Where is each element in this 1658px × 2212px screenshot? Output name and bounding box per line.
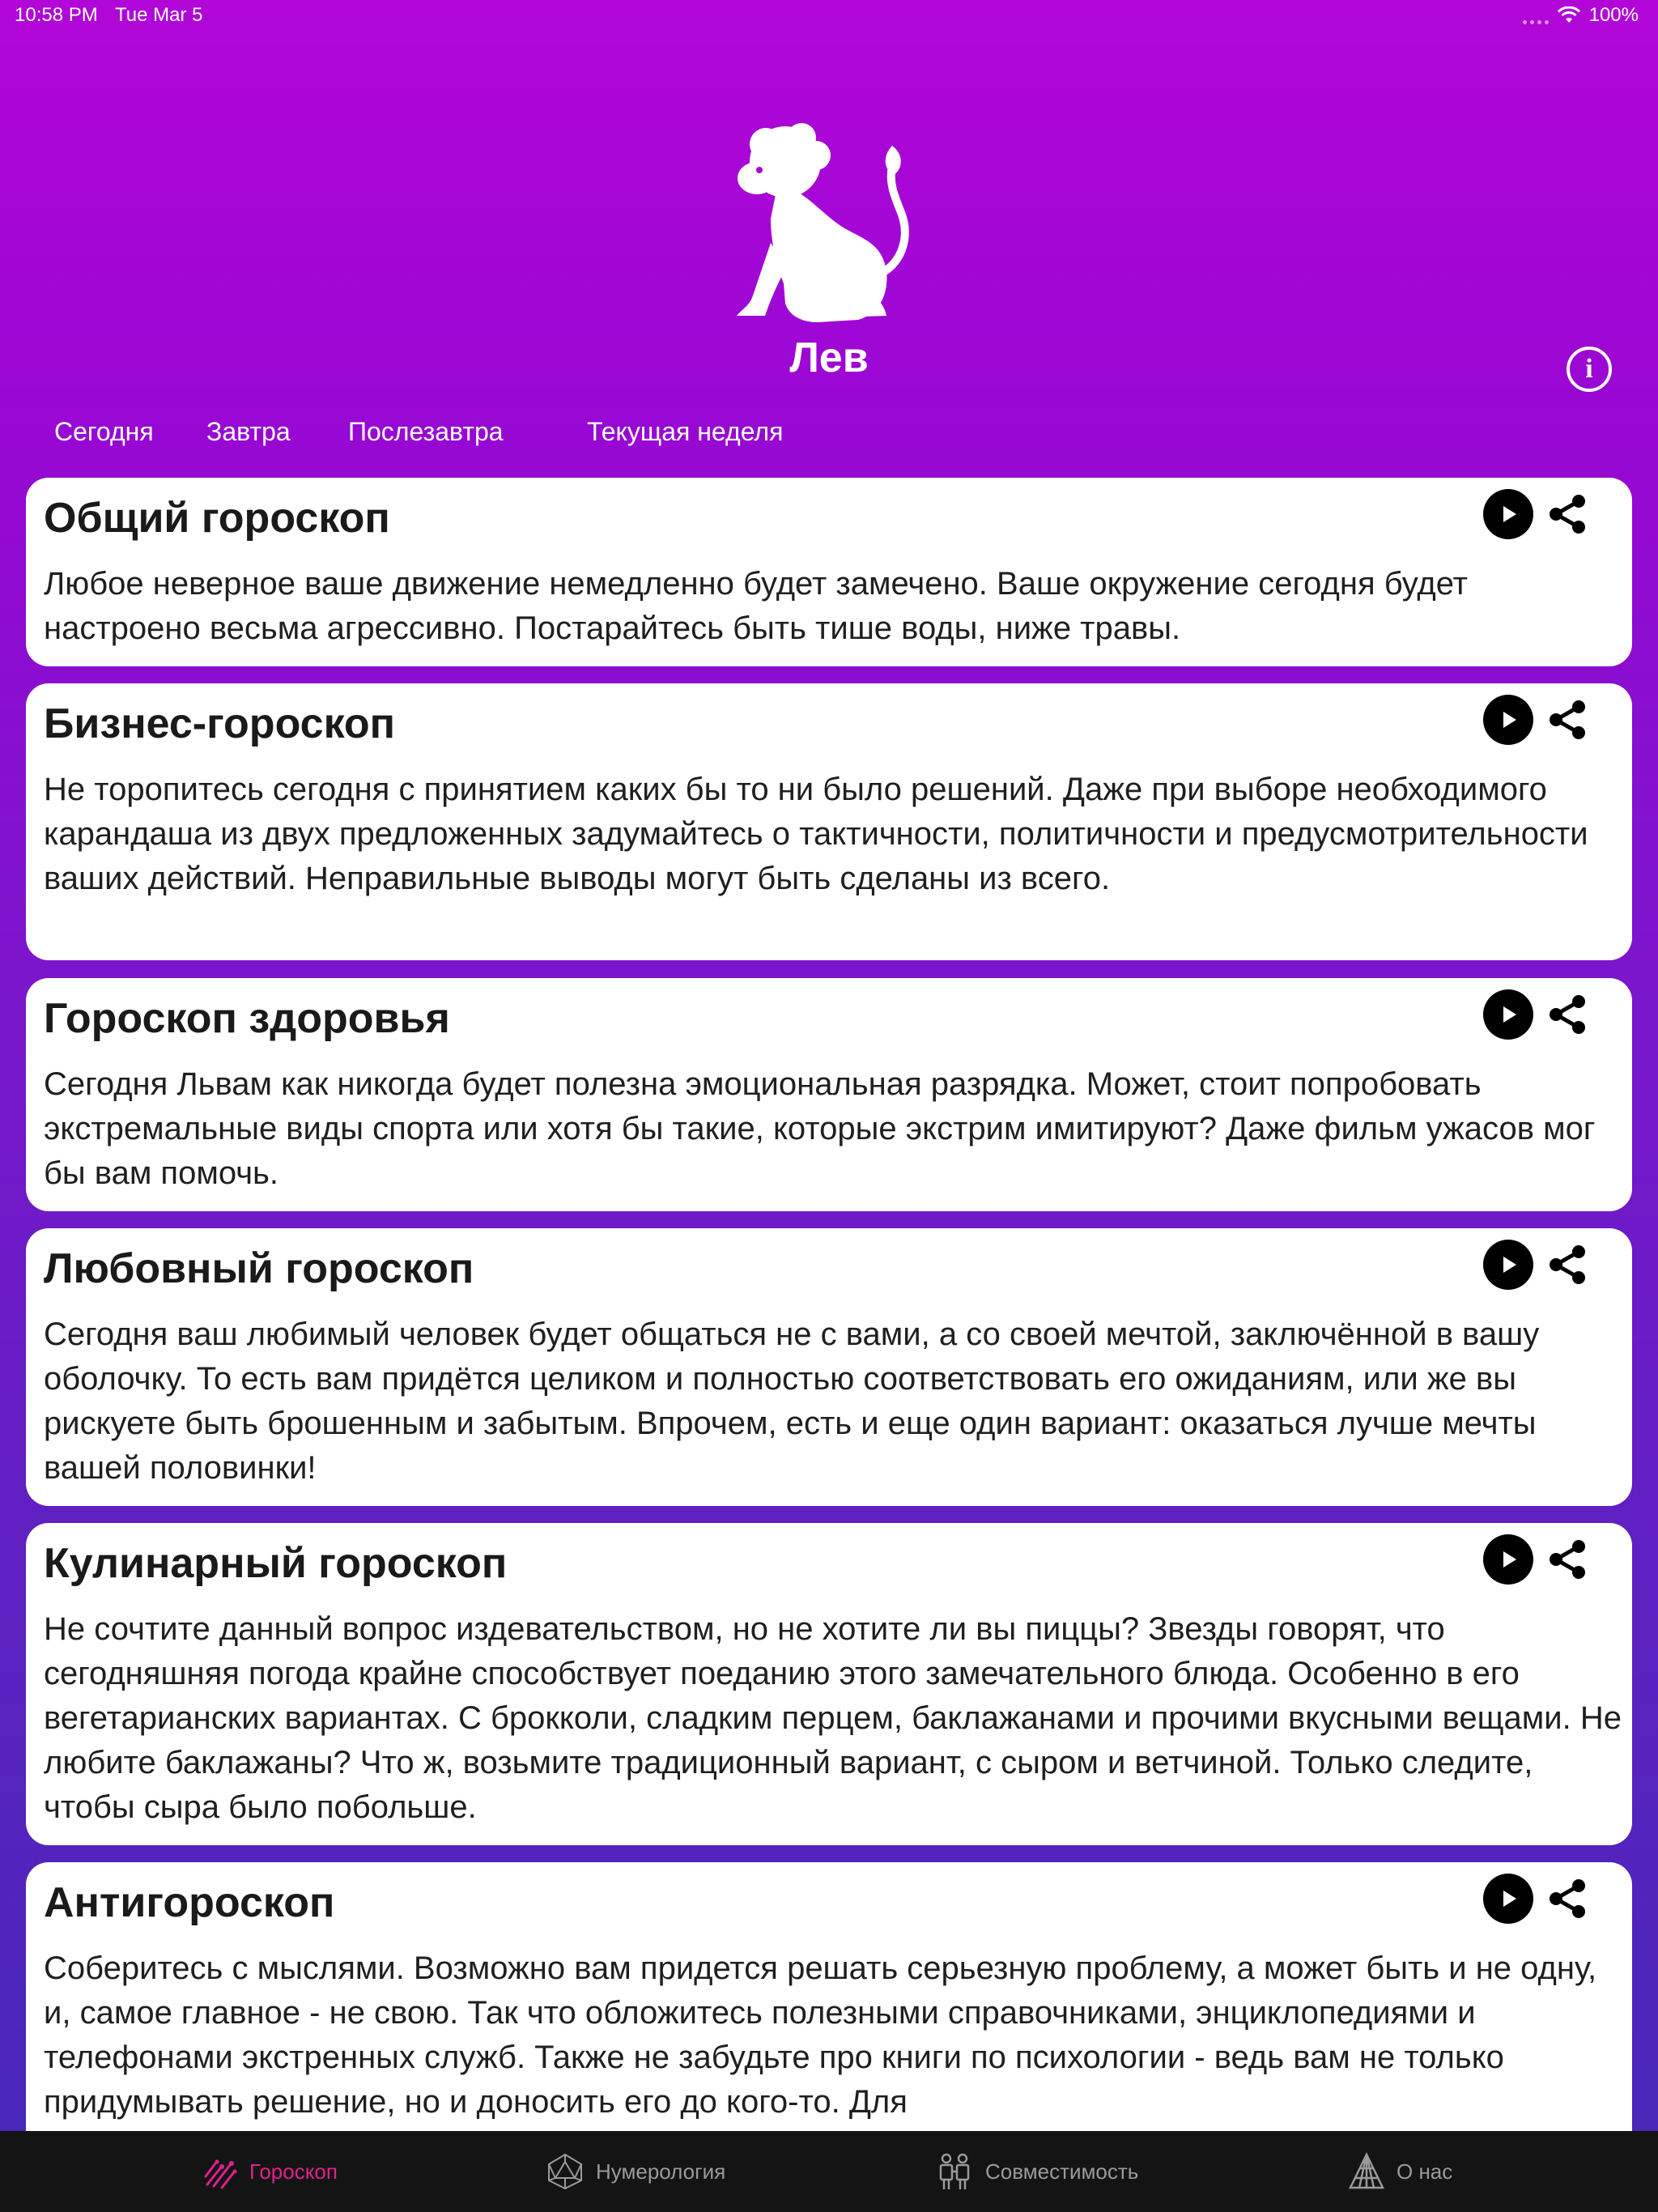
bottom-tab-label: Совместимость <box>985 2159 1139 2184</box>
play-icon <box>1496 1253 1520 1277</box>
card-text: Сегодня ваш любимый человек будет общаться не с вами, а со своей мечтой, заключённой в вашу оболочку. То есть вам придётся целиком и полностью соответствовать его ожиданиям, или же вы рискуете быть брошенным и забытым. Впрочем, есть и еще один вариант: оказаться лучше мечты вашей половинки! <box>44 1317 1540 1486</box>
stars-icon <box>202 2154 238 2189</box>
card-text: Соберитесь с мыслями. Возможно вам придется решать серьезную проблему, а может быть и не одну, и, самое главное - не свою. Так что обложитесь полезными справочниками, энциклопедиями и телефонами экстренных служб. Также не забудьте про книги по психологии - ведь вам не только придумывать решение, но и доносить его до кого-то. Для <box>44 1950 1597 2120</box>
share-icon <box>1545 697 1590 742</box>
card-business-horoscope <box>26 683 1632 960</box>
share-icon <box>1545 1876 1590 1921</box>
pyramid-icon <box>1348 2152 1385 2191</box>
sign-title: Лев <box>789 334 869 381</box>
play-button[interactable] <box>1483 695 1533 745</box>
card-title: Антигороскоп <box>44 1879 335 1926</box>
share-icon <box>1545 491 1590 537</box>
polyhedron-icon <box>546 2152 585 2191</box>
status-bar <box>0 0 1658 32</box>
card-actions <box>1483 989 1590 1040</box>
battery-percent: 100% <box>1588 4 1639 26</box>
card-text: Сегодня Львам как никогда будет полезна эмоциональная разрядка. Может, стоит попробовать экстремальные виды спорта или хотя бы такие, которые экстрим имитируют? Даже фильм ужасов мог бы вам помочь. <box>44 1066 1596 1191</box>
wifi-icon <box>1557 6 1581 24</box>
share-button[interactable] <box>1545 1537 1590 1582</box>
share-icon <box>1545 992 1590 1037</box>
share-button[interactable] <box>1545 1876 1590 1921</box>
tab-day-after-tomorrow[interactable]: Послезавтра <box>348 417 504 446</box>
status-right <box>1523 4 1639 27</box>
share-icon <box>1545 1537 1590 1582</box>
card-title: Общий гороскоп <box>44 495 390 542</box>
info-icon: i <box>1585 354 1593 384</box>
tab-today[interactable]: Сегодня <box>54 417 154 446</box>
bottom-tab-compatibility[interactable] <box>935 2131 1138 2212</box>
play-button[interactable] <box>1483 1240 1533 1290</box>
play-button[interactable] <box>1483 489 1533 539</box>
play-button[interactable] <box>1483 1534 1533 1585</box>
card-health-horoscope <box>26 978 1632 1211</box>
period-tabs <box>0 417 1658 457</box>
couple-icon <box>935 2152 974 2191</box>
card-actions <box>1483 1874 1590 1924</box>
bottom-tab-about[interactable] <box>1348 2131 1452 2212</box>
play-icon <box>1496 502 1520 526</box>
play-icon <box>1496 1547 1520 1572</box>
lion-icon <box>721 121 931 332</box>
share-button[interactable] <box>1545 1242 1590 1287</box>
card-actions <box>1483 695 1590 745</box>
status-date: Tue Mar 5 <box>115 4 203 26</box>
status-time: 10:58 PM <box>15 4 98 26</box>
cellular-signal-icon <box>1523 6 1549 24</box>
info-button[interactable] <box>1567 347 1612 392</box>
bottom-tab-label: О нас <box>1397 2159 1453 2184</box>
card-title: Бизнес-гороскоп <box>44 700 396 747</box>
share-button[interactable] <box>1545 697 1590 742</box>
card-actions <box>1483 489 1590 539</box>
bottom-tab-label: Гороскоп <box>249 2159 338 2184</box>
card-title: Любовный гороскоп <box>44 1245 474 1292</box>
card-title: Кулинарный гороскоп <box>44 1540 508 1587</box>
play-button[interactable] <box>1483 1874 1533 1924</box>
play-button[interactable] <box>1483 989 1533 1040</box>
play-icon <box>1496 708 1520 732</box>
bottom-tab-label: Нумерология <box>596 2159 726 2184</box>
card-love-horoscope <box>26 1228 1632 1506</box>
card-general-horoscope <box>26 478 1632 666</box>
share-button[interactable] <box>1545 992 1590 1037</box>
card-actions <box>1483 1534 1590 1585</box>
bottom-tab-numerology[interactable] <box>546 2131 725 2212</box>
card-text: Не торопитесь сегодня с принятием каких бы то ни было решений. Даже при выборе необходимого карандаша из двух предложенных задумайтесь о тактичности, политичности и предусмотрительности ваших действий. Неправильные выводы могут быть сделаны из всего. <box>44 772 1588 896</box>
bottom-tab-horoscope[interactable] <box>202 2131 338 2212</box>
bottom-tab-bar <box>0 2131 1658 2212</box>
play-icon <box>1496 1002 1520 1027</box>
tab-tomorrow[interactable]: Завтра <box>206 417 291 446</box>
card-culinary-horoscope <box>26 1523 1632 1845</box>
card-title: Гороскоп здоровья <box>44 995 450 1042</box>
tab-current-week[interactable]: Текущая неделя <box>587 417 784 446</box>
share-icon <box>1545 1242 1590 1287</box>
play-icon <box>1496 1887 1520 1911</box>
card-text: Любое неверное ваше движение немедленно будет замечено. Ваше окружение сегодня будет настроено весьма агрессивно. Постарайтесь быть тише воды, ниже травы. <box>44 566 1469 646</box>
card-actions <box>1483 1240 1590 1290</box>
card-text: Не сочтите данный вопрос издевательством, но не хотите ли вы пиццы? Звезды говорят, что сегодняшняя погода крайне способствует поеданию этого замечательного блюда. Особенно в его вегетарианских вариантах. С брокколи, сладким перцем, баклажанами и прочими вкусными вещами. Не любите баклажаны? Что ж, возьмите традиционный вариант, с сыром и ветчиной. Только следите, чтобы сыра было побольше. <box>44 1611 1622 1825</box>
share-button[interactable] <box>1545 491 1590 537</box>
